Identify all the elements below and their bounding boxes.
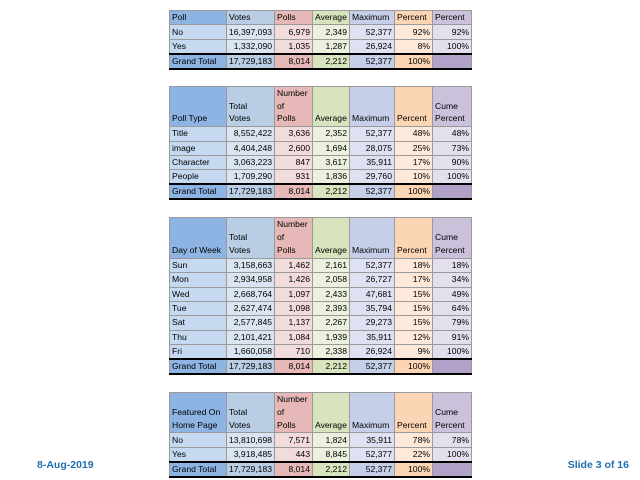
header-cell: Votes — [227, 11, 275, 25]
percent-cell: 17% — [395, 155, 433, 169]
maximum-cell: 52,377 — [350, 184, 395, 199]
percent-cell: 100% — [395, 184, 433, 199]
percent-cell: 12% — [395, 330, 433, 344]
row-label: image — [170, 141, 227, 155]
header-cell: Average — [313, 86, 350, 126]
maximum-cell: 26,924 — [350, 345, 395, 360]
total-votes-cell: 1,332,090 — [227, 39, 275, 54]
row-label: Tue — [170, 301, 227, 315]
total-votes-cell: 3,918,485 — [227, 447, 275, 462]
total-votes-cell: 2,577,845 — [227, 316, 275, 330]
polls-cell: 3,636 — [275, 127, 313, 141]
percent-cell: 18% — [395, 258, 433, 272]
total-votes-cell: 2,627,474 — [227, 301, 275, 315]
header-row — [170, 86, 472, 126]
cume-percent-cell — [433, 184, 472, 199]
total-votes-cell: 8,552,422 — [227, 127, 275, 141]
header-cell: Poll — [170, 11, 227, 25]
polls-cell: 1,098 — [275, 301, 313, 315]
maximum-cell: 29,760 — [350, 170, 395, 185]
header-cell: Polls — [275, 11, 313, 25]
footer-date: 8-Aug-2019 — [37, 459, 94, 471]
percent-cell: 92% — [395, 25, 433, 39]
total-votes-cell: 13,810,698 — [227, 433, 275, 447]
row-label: Character — [170, 155, 227, 169]
polls-cell: 1,097 — [275, 287, 313, 301]
polls-cell: 8,014 — [275, 462, 313, 477]
average-cell: 1,287 — [313, 39, 350, 54]
total-votes-cell: 3,063,223 — [227, 155, 275, 169]
maximum-cell: 35,911 — [350, 433, 395, 447]
average-cell: 2,161 — [313, 258, 350, 272]
maximum-cell: 28,075 — [350, 141, 395, 155]
average-cell: 2,433 — [313, 287, 350, 301]
header-cell: Average — [313, 11, 350, 25]
table-row — [170, 155, 472, 169]
header-cell: Number of Polls — [275, 86, 313, 126]
cume-percent-cell: 78% — [433, 433, 472, 447]
cume-percent-cell — [433, 359, 472, 374]
cume-percent-cell: 79% — [433, 316, 472, 330]
table-row — [170, 25, 472, 39]
featured-home-page-table — [169, 392, 472, 478]
maximum-cell: 35,911 — [350, 155, 395, 169]
cume-percent-cell: 100% — [433, 345, 472, 360]
cume-percent-cell: 34% — [433, 273, 472, 287]
cume-percent-cell: 18% — [433, 258, 472, 272]
polls-cell: 6,979 — [275, 25, 313, 39]
row-label: No — [170, 433, 227, 447]
header-cell: Maximum — [350, 86, 395, 126]
average-cell: 2,212 — [313, 462, 350, 477]
polls-cell: 1,137 — [275, 316, 313, 330]
table-row — [170, 39, 472, 54]
average-cell: 2,267 — [313, 316, 350, 330]
row-label: Grand Total — [170, 462, 227, 477]
polls-cell: 443 — [275, 447, 313, 462]
percent-cell: 48% — [395, 127, 433, 141]
polls-cell: 2,600 — [275, 141, 313, 155]
row-label: Mon — [170, 273, 227, 287]
polls-cell: 7,571 — [275, 433, 313, 447]
percent-cell: 100% — [395, 359, 433, 374]
header-cell: Poll Type — [170, 86, 227, 126]
total-votes-cell: 4,404,248 — [227, 141, 275, 155]
total-votes-cell: 1,709,290 — [227, 170, 275, 185]
polls-cell: 8,014 — [275, 359, 313, 374]
total-votes-cell: 2,668,764 — [227, 287, 275, 301]
maximum-cell: 26,924 — [350, 39, 395, 54]
row-label: People — [170, 170, 227, 185]
percent-cell: 25% — [395, 141, 433, 155]
total-votes-cell: 16,397,093 — [227, 25, 275, 39]
average-cell: 2,338 — [313, 345, 350, 360]
header-row — [170, 218, 472, 258]
header-cell: Average — [313, 218, 350, 258]
grand-total-row — [170, 54, 472, 69]
maximum-cell: 52,377 — [350, 447, 395, 462]
average-cell: 2,393 — [313, 301, 350, 315]
header-cell: Total Votes — [227, 218, 275, 258]
header-row — [170, 11, 472, 25]
cume-percent-cell: 48% — [433, 127, 472, 141]
maximum-cell: 47,681 — [350, 287, 395, 301]
header-cell: Cume Percent — [433, 393, 472, 433]
header-cell: Maximum — [350, 218, 395, 258]
table-row — [170, 345, 472, 360]
polls-cell: 1,084 — [275, 330, 313, 344]
polls-cell: 931 — [275, 170, 313, 185]
maximum-cell: 35,794 — [350, 301, 395, 315]
header-cell: Cume Percent — [433, 218, 472, 258]
table-row — [170, 287, 472, 301]
header-cell: Percent — [395, 11, 433, 25]
cume-percent-cell: 92% — [433, 25, 472, 39]
average-cell: 1,939 — [313, 330, 350, 344]
header-cell: Maximum — [350, 11, 395, 25]
polls-cell: 8,014 — [275, 54, 313, 69]
total-votes-cell: 17,729,183 — [227, 359, 275, 374]
average-cell: 1,824 — [313, 433, 350, 447]
polls-cell: 847 — [275, 155, 313, 169]
cume-percent-cell: 49% — [433, 287, 472, 301]
table-row — [170, 141, 472, 155]
polls-cell: 710 — [275, 345, 313, 360]
grand-total-row — [170, 462, 472, 477]
total-votes-cell: 1,660,058 — [227, 345, 275, 360]
row-label: Yes — [170, 447, 227, 462]
table-row — [170, 301, 472, 315]
total-votes-cell: 17,729,183 — [227, 462, 275, 477]
slide-number: Slide 3 of 16 — [567, 459, 629, 471]
row-label: Fri — [170, 345, 227, 360]
row-label: Grand Total — [170, 184, 227, 199]
percent-cell: 9% — [395, 345, 433, 360]
average-cell: 1,836 — [313, 170, 350, 185]
day-of-week-table — [169, 217, 472, 375]
percent-cell: 100% — [395, 54, 433, 69]
cume-percent-cell: 100% — [433, 39, 472, 54]
average-cell: 8,845 — [313, 447, 350, 462]
cume-percent-cell: 64% — [433, 301, 472, 315]
average-cell: 2,212 — [313, 54, 350, 69]
percent-cell: 15% — [395, 287, 433, 301]
table-row — [170, 316, 472, 330]
maximum-cell: 52,377 — [350, 127, 395, 141]
maximum-cell: 35,911 — [350, 330, 395, 344]
row-label: Thu — [170, 330, 227, 344]
maximum-cell: 52,377 — [350, 258, 395, 272]
total-votes-cell: 3,158,663 — [227, 258, 275, 272]
table-row — [170, 127, 472, 141]
percent-cell: 15% — [395, 316, 433, 330]
cume-percent-cell: 100% — [433, 170, 472, 185]
table-row — [170, 330, 472, 344]
header-cell: Percent — [433, 11, 472, 25]
percent-cell: 100% — [395, 462, 433, 477]
total-votes-cell: 2,101,421 — [227, 330, 275, 344]
cume-percent-cell: 90% — [433, 155, 472, 169]
cume-percent-cell — [433, 54, 472, 69]
maximum-cell: 52,377 — [350, 54, 395, 69]
table-row — [170, 170, 472, 185]
header-cell: Total Votes — [227, 86, 275, 126]
table-row — [170, 258, 472, 272]
cume-percent-cell: 91% — [433, 330, 472, 344]
header-cell: Day of Week — [170, 218, 227, 258]
percent-cell: 22% — [395, 447, 433, 462]
header-cell: Total Votes — [227, 393, 275, 433]
row-label: No — [170, 25, 227, 39]
row-label: Grand Total — [170, 54, 227, 69]
table-row — [170, 447, 472, 462]
total-votes-cell: 2,934,958 — [227, 273, 275, 287]
average-cell: 3,617 — [313, 155, 350, 169]
header-cell: Maximum — [350, 393, 395, 433]
cume-percent-cell: 73% — [433, 141, 472, 155]
average-cell: 2,058 — [313, 273, 350, 287]
header-cell: Percent — [395, 393, 433, 433]
row-label: Title — [170, 127, 227, 141]
maximum-cell: 52,377 — [350, 462, 395, 477]
tables-stack — [169, 10, 471, 478]
header-cell: Percent — [395, 218, 433, 258]
total-votes-cell: 17,729,183 — [227, 184, 275, 199]
cume-percent-cell — [433, 462, 472, 477]
header-cell: Cume Percent — [433, 86, 472, 126]
row-label: Sat — [170, 316, 227, 330]
grand-total-row — [170, 359, 472, 374]
maximum-cell: 52,377 — [350, 25, 395, 39]
maximum-cell: 29,273 — [350, 316, 395, 330]
percent-cell: 10% — [395, 170, 433, 185]
average-cell: 2,212 — [313, 359, 350, 374]
polls-cell: 1,462 — [275, 258, 313, 272]
table-gap — [169, 70, 471, 86]
percent-cell: 8% — [395, 39, 433, 54]
percent-cell: 15% — [395, 301, 433, 315]
average-cell: 1,694 — [313, 141, 350, 155]
polls-cell: 1,035 — [275, 39, 313, 54]
table-gap — [169, 375, 471, 392]
percent-cell: 17% — [395, 273, 433, 287]
table-gap — [169, 200, 471, 217]
maximum-cell: 52,377 — [350, 359, 395, 374]
table-row — [170, 433, 472, 447]
header-cell: Percent — [395, 86, 433, 126]
polls-cell: 1,426 — [275, 273, 313, 287]
percent-cell: 78% — [395, 433, 433, 447]
average-cell: 2,349 — [313, 25, 350, 39]
poll-type-table — [169, 86, 472, 201]
cume-percent-cell: 100% — [433, 447, 472, 462]
total-votes-cell: 17,729,183 — [227, 54, 275, 69]
grand-total-row — [170, 184, 472, 199]
row-label: Grand Total — [170, 359, 227, 374]
header-cell: Featured On Home Page — [170, 393, 227, 433]
average-cell: 2,212 — [313, 184, 350, 199]
row-label: Sun — [170, 258, 227, 272]
header-cell: Average — [313, 393, 350, 433]
row-label: Yes — [170, 39, 227, 54]
header-cell: Number of Polls — [275, 393, 313, 433]
poll-table — [169, 10, 472, 70]
average-cell: 2,352 — [313, 127, 350, 141]
polls-cell: 8,014 — [275, 184, 313, 199]
row-label: Wed — [170, 287, 227, 301]
header-cell: Number of Polls — [275, 218, 313, 258]
maximum-cell: 26,727 — [350, 273, 395, 287]
table-row — [170, 273, 472, 287]
header-row — [170, 393, 472, 433]
